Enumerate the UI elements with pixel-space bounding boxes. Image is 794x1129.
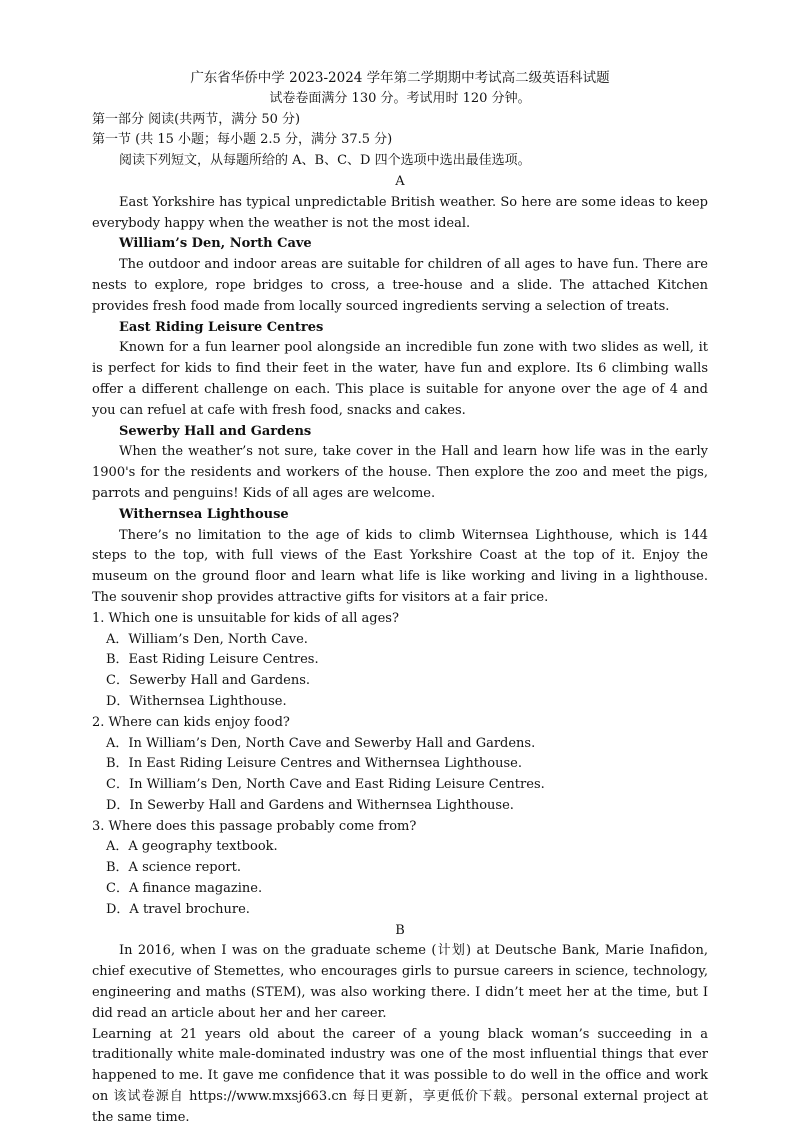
option: B．A science report. <box>106 860 241 876</box>
passage-b-label: B <box>395 922 405 938</box>
question-options <box>92 837 708 920</box>
place-text: There’s no limitation to the age of kids to climb Witernsea Lighthouse, which is 144 steps to the top, with full views of the East Yorkshire Coast at the top of it. Enjoy the museum on the ground floor and learn what life is like working and living in a lighthouse. The souvenir shop provides attractive gifts for visitors at a fair price. <box>92 527 708 605</box>
option: D．Withernsea Lighthouse. <box>106 693 287 709</box>
place-heading: Withernsea Lighthouse <box>119 506 289 522</box>
exam-page <box>92 68 708 1129</box>
passage-a-intro: East Yorkshire has typical unpredictable British weather. So here are some ideas to keep everybody happy when the weather is not the most ideal. <box>92 194 708 231</box>
option: C．Sewerby Hall and Gardens. <box>106 673 311 689</box>
place-text: The outdoor and indoor areas are suitable for children of all ages to have fun. There are nests to explore, rope bridges to cross, a tree-house and a slide. The attached Kitchen provides fresh food made from locally sourced ingredients serving a selection of treats. <box>92 257 708 314</box>
exam-subtitle: 试卷卷面满分 130 分。考试用时 120 分钟。 <box>269 90 531 106</box>
place-text: Known for a fun learner pool alongside an incredible fun zone with two slides as well, it is perfect for kids to find their feet in the water, have fun and explore. Its 6 climbing walls offer a different challenge on each. This place is suitable for anyone over the age of 4 and you can refuel at cafe with fresh food, snacks and cakes. <box>92 340 708 418</box>
question-stem: 3. Where does this passage probably come from? <box>92 818 417 834</box>
passage-b-paragraph: Learning at 21 years old about the career of a young black woman’s succeeding in a traditionally white male-dominated industry was one of the most influential things that ever happened to me. It gave me confidence that it was possible to do well in the office and work on 该试卷源自 https://www.mxsj663.cn 每日更新，享更低价下载。personal external project at the same time. <box>92 1026 708 1125</box>
place-heading: Sewerby Hall and Gardens <box>119 423 312 439</box>
option: B．In East Riding Leisure Centres and Withernsea Lighthouse. <box>106 756 522 772</box>
question-stem: 2. Where can kids enjoy food? <box>92 714 290 730</box>
instruction: 阅读下列短文，从每题所给的 A、B、C、D 四个选项中选出最佳选项。 <box>119 153 531 169</box>
question-stem: 1. Which one is unsuitable for kids of all ages? <box>92 610 399 626</box>
exam-title: 广东省华侨中学 2023-2024 学年第二学期期中考试高二级英语科试题 <box>190 70 610 86</box>
option: A．A geography textbook. <box>106 839 278 855</box>
option: B．East Riding Leisure Centres. <box>106 652 319 668</box>
question-options <box>92 734 708 817</box>
part-heading: 第一部分 阅读(共两节，满分 50 分) <box>92 111 301 127</box>
section-heading: 第一节 (共 15 小题；每小题 2.5 分，满分 37.5 分) <box>92 132 393 148</box>
passage-a-label: A <box>395 173 405 189</box>
passage-b-paragraph: In 2016, when I was on the graduate scheme (计划) at Deutsche Bank, Marie Inafidon, chief executive of Stemettes, who encourages girls to pursue careers in science, technology, engineering and maths (STEM), was also working there. I didn’t meet her at the time, but I did read an article about her and her career. <box>92 943 708 1021</box>
option: C．A finance magazine. <box>106 881 263 897</box>
option: D．A travel brochure. <box>106 901 250 917</box>
question-options <box>92 630 708 713</box>
place-text: When the weather’s not sure, take cover in the Hall and learn how life was in the early 1900's for the residents and workers of the house. Then explore the zoo and meet the pigs, parrots and penguins! Kids of all ages are welcome. <box>92 444 708 501</box>
place-heading: East Riding Leisure Centres <box>119 319 324 335</box>
option: A．William’s Den, North Cave. <box>106 631 308 647</box>
option: D．In Sewerby Hall and Gardens and Withernsea Lighthouse. <box>106 797 514 813</box>
place-heading: William’s Den, North Cave <box>119 236 312 252</box>
option: C．In William’s Den, North Cave and East Riding Leisure Centres. <box>106 777 545 793</box>
option: A．In William’s Den, North Cave and Sewerby Hall and Gardens. <box>106 735 536 751</box>
